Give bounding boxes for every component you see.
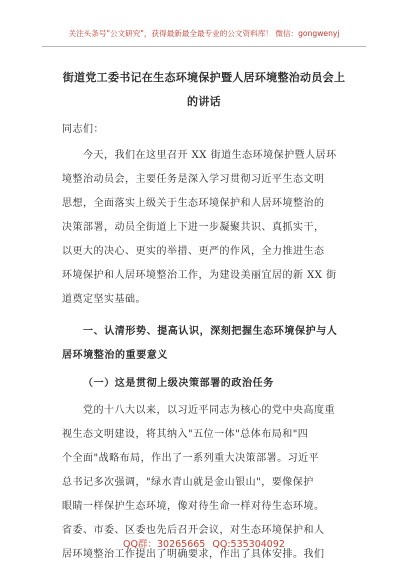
paragraph-line: 思想，全面落实上级关于生态环境保护和人居环境整治的 (62, 198, 325, 209)
section-heading-line: 一、认清形势、提高认识，深刻把握生态环境保护与人 (83, 326, 338, 337)
subsection-heading: （一）这是贯彻上级决策部署的政治任务 (83, 378, 274, 389)
document-title (52, 66, 356, 114)
header-divider (42, 46, 366, 47)
paragraph-line: 总书记多次强调，"绿水青山就是金山银山"，要像保护 (62, 477, 314, 488)
title-line-2: 的讲话 (187, 95, 221, 108)
paragraph-line: 以更大的决心、更实的举措、更严的作风，全力推进生态 (62, 246, 325, 257)
paragraph-line: 环境保护和人居环境整治工作，为建设美丽宜居的新 XX 街 (62, 270, 337, 281)
paragraph-line: 决策部署，动员全街道上下进一步凝聚共识、真抓实干， (62, 222, 325, 233)
paragraph-line: 居环境整治工作提出了明确要求，作出了具体安排。我们 (62, 549, 325, 560)
paragraph-line: 党的十八大以来，以习近平同志为核心的党中央高度重 (83, 405, 335, 416)
paragraph-line: 个全面"战略布局，作出了一系列重大决策部署。习近平 (62, 453, 320, 464)
paragraph-line: 道奠定坚实基础。 (62, 294, 146, 305)
paragraph-line: 省委、市委、区委也先后召开会议，对生态环境保护和人 (62, 525, 325, 536)
title-line-1: 街道党工委书记在生态环境保护暨人居环境整治动员会上 (62, 71, 346, 84)
paragraph-line: 境整治动员会，主要任务是深入学习贯彻习近平生态文明 (62, 174, 325, 185)
section-heading-line: 居环境整治的重要意义 (62, 350, 168, 361)
paragraph-line: 视生态文明建设，将其纳入"五位一体"总体布局和"四 (62, 429, 309, 440)
footer-contact (0, 536, 408, 550)
qq-group: QQ群：30265665 (123, 539, 206, 550)
paragraph-line: 今天，我们在这里召开 XX 街道生态环境保护暨人居环 (83, 150, 337, 161)
paragraph-line: 眼睛一样保护生态环境，像对待生命一样对待生态环境。 (62, 501, 325, 512)
header-banner: 关注头条号"公文研究"，获得最新最全最专业的公文资料库！ 微信：gongwenyj (68, 29, 340, 38)
salutation: 同志们： (62, 124, 104, 135)
qq-number: QQ:535304092 (212, 539, 285, 550)
